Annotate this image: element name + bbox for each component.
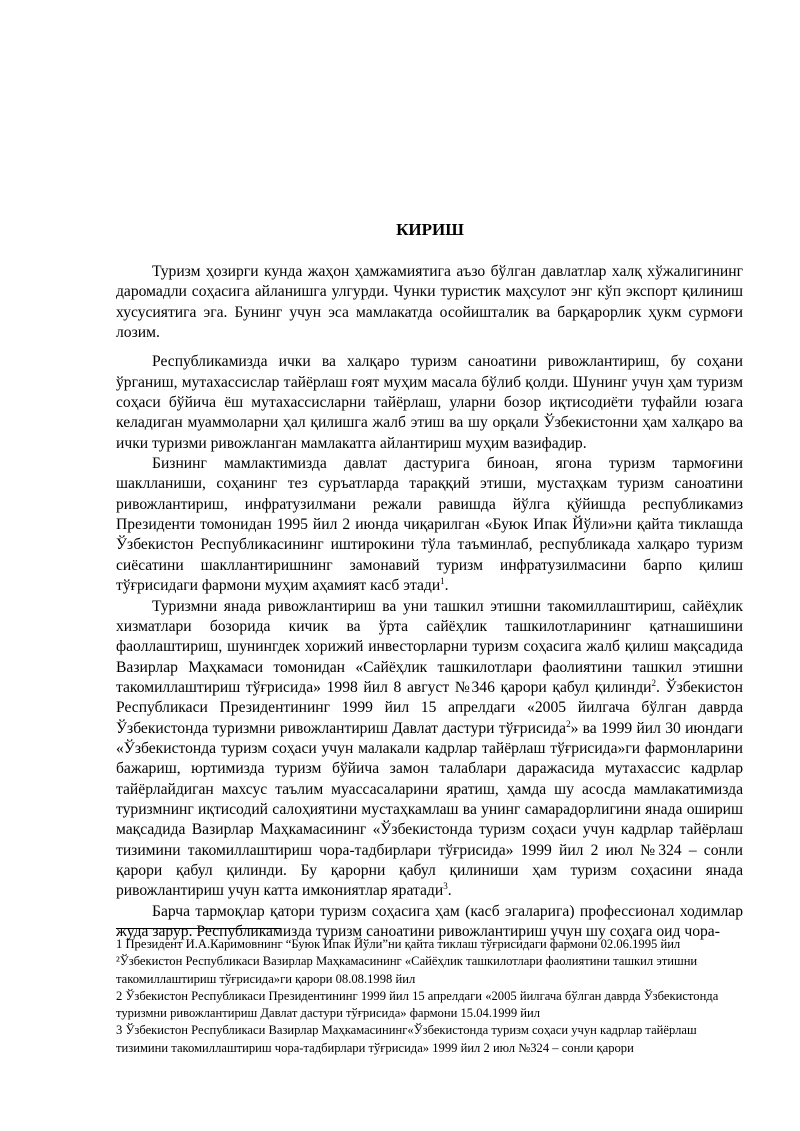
- footnote-2: 2 Ўзбекистон Республикаси Президентининг 1999 йил 15 апрелдаги «2005 йилгача бўлган даврда Ўзбекистонда туризмни ривожлантириш Давлат дастури тўғрисида» фармони 15.04.1999 йил: [116, 988, 719, 1021]
- paragraph-5-text: Барча тармоқлар қатори туризм соҳасига ҳам (касб эгаларига) профессионал ходимлар жуда зарур. Республикамизда туризм саноатини ривожлантириш учун шу соҳага оид чора-: [116, 902, 743, 940]
- paragraph-4b-tail2: .: [447, 882, 452, 900]
- body-text: [116, 262, 743, 942]
- footnote-3: 3 Ўзбекистон Республикаси Вазирлар Маҳкамасининг«Ўзбекистонда туризм соҳаси учун кадрлар тайёрлаш тизимини такомиллаштириш чора-тадбирлари тўғрисида» 1999 йил 2 июл №324 – сонли қарори: [116, 1023, 697, 1055]
- paragraph-4: [116, 597, 743, 902]
- page-title: КИРИШ: [396, 220, 464, 239]
- footnote-ref-3: 3: [443, 881, 448, 892]
- paragraph-4b-tail: » ва 1999 йил 30 июндаги «Ўзбекистонда туризм соҳаси учун малакали кадрлар тайёрлаш тўғрисида»ги фармонларини бажариш, юртимизда туризм бўйича замон талаблари даражасида мутахассис кадрлар тайёрлайдиган махсус таълим муассасаларини яратиш, ҳамда шу асосда мамлакатимизда туризмнинг иқтисодий салоҳиятини мустаҳкамлаш ва унинг самарадорлигини янада ошириш мақсадида Вазирлар Маҳкамасининг «Ўзбекистонда туризм соҳаси учун кадрлар тайёрлаш тизимини такомиллаштириш чора-тадбирлари тўғрисида» 1999 йил 2 июл №324 – сонли қарори қабул қилинди. Бу қарорни қабул қилиниши ҳам туризм соҳасини янада ривожлантириш учун катта имкониятлар яратади: [116, 719, 744, 900]
- footnote-ref-1: 1: [440, 575, 445, 586]
- footnote-1b: ²Ўзбекистон Республикаси Вазирлар Маҳкамасининг «Сайёҳлик ташкилотлари фаолиятини ташкил этишни такомиллаштириш тўғрисида»ги қарори 08.08.1998 йил: [116, 954, 698, 986]
- footnote-1: 1 Президент И.А.Каримовнинг “Буюк Ипак Йўли”ни қайта тиклаш тўғрисидаги фармони 02.06.1995 йил: [116, 937, 681, 951]
- paragraph-4b-text: Ўзбекистон Республикаси Президентининг 1999 йил 15 апрелдаги «2005 йилгача бўлган даврда Ўзбекистонда туризмни ривожлантириш Давлат дастури тўғрисида: [116, 678, 743, 737]
- paragraph-2: [116, 352, 743, 454]
- footnote-ref-2: 2: [651, 677, 656, 688]
- footnote-separator: [116, 928, 281, 929]
- paragraph-3: [116, 454, 743, 596]
- footnotes: [116, 936, 746, 1057]
- paragraph-3-text: Бизнинг мамлактимизда давлат дастурига биноан, ягона туризм тармоғини шаклланиши, соҳанинг тез суръатларда тараққий этиши, мустаҳкам туризм саноатини ривожлантириш, инфратузилмани режали равишда йўлга қўйишда республикамиз Президенти томонидан 1995 йил 2 июнда чиқарилган «Буюк Ипак Йўли»ни қайта тиклашда Ўзбекистон Республикасининг иштирокини тўла таъминлаб, республикада халқаро туризм сиёсатини шакллантиришнинг замонавий туризм инфратузилмасини барпо қилиш тўғрисидаги фармони муҳим аҳамият касб этади: [116, 455, 743, 595]
- footnote-ref-2b: 2: [566, 718, 571, 729]
- paragraph-1: [116, 262, 743, 343]
- paragraph-1-text: Туризм ҳозирги кунда жаҳон ҳамжамиятига аъзо бўлган давлатлар халқ хўжалигининг даромадли соҳасига айланишга улгурди. Чунки туристик маҳсулот энг кўп экспорт қилиниш хусусиятига эга. Бунинг учун эса мамлакатда осойишталик ва барқарорлик ҳукм сурмоғи лозим.: [116, 263, 743, 342]
- paragraph-4-tail: .: [655, 678, 660, 696]
- paragraph-4-text: Туризмни янада ривожлантириш ва уни ташкил этишни такомиллаштириш, сайёҳлик хизматлари бозорида кичик ва ўрта сайёҳлик ташкилотларининг қатнашишини фаоллаштириш, шунингдек хорижий инвесторларни туризм соҳасига жалб қилиш мақсадида Вазирлар Маҳкамаси томонидан «Сайёҳлик ташкилотлари фаолиятини ташкил этишни такомиллаштириш тўғрисида» 1998 йил 8 август №346 қарори қабул қилинди: [116, 597, 743, 696]
- paragraph-2-text: Республикамизда ички ва халқаро туризм саноатини ривожлантириш, бу соҳани ўрганиш, мутахассислар тайёрлаш ғоят муҳим масала бўлиб қолди. Шунинг учун ҳам туризм соҳаси бўйича ёш мутахассисларни тайёрлаш, уларни бозор иқтисодиёти туфайли юзага келадиган муаммоларни ҳал қилишга жалб этиш ва шу орқали Ўзбекистонни ҳам халқаро ва ички туризми ривожланган мамлакатга айлантириш муҳим вазифадир.: [116, 353, 743, 452]
- paragraph-3-tail: .: [444, 577, 449, 595]
